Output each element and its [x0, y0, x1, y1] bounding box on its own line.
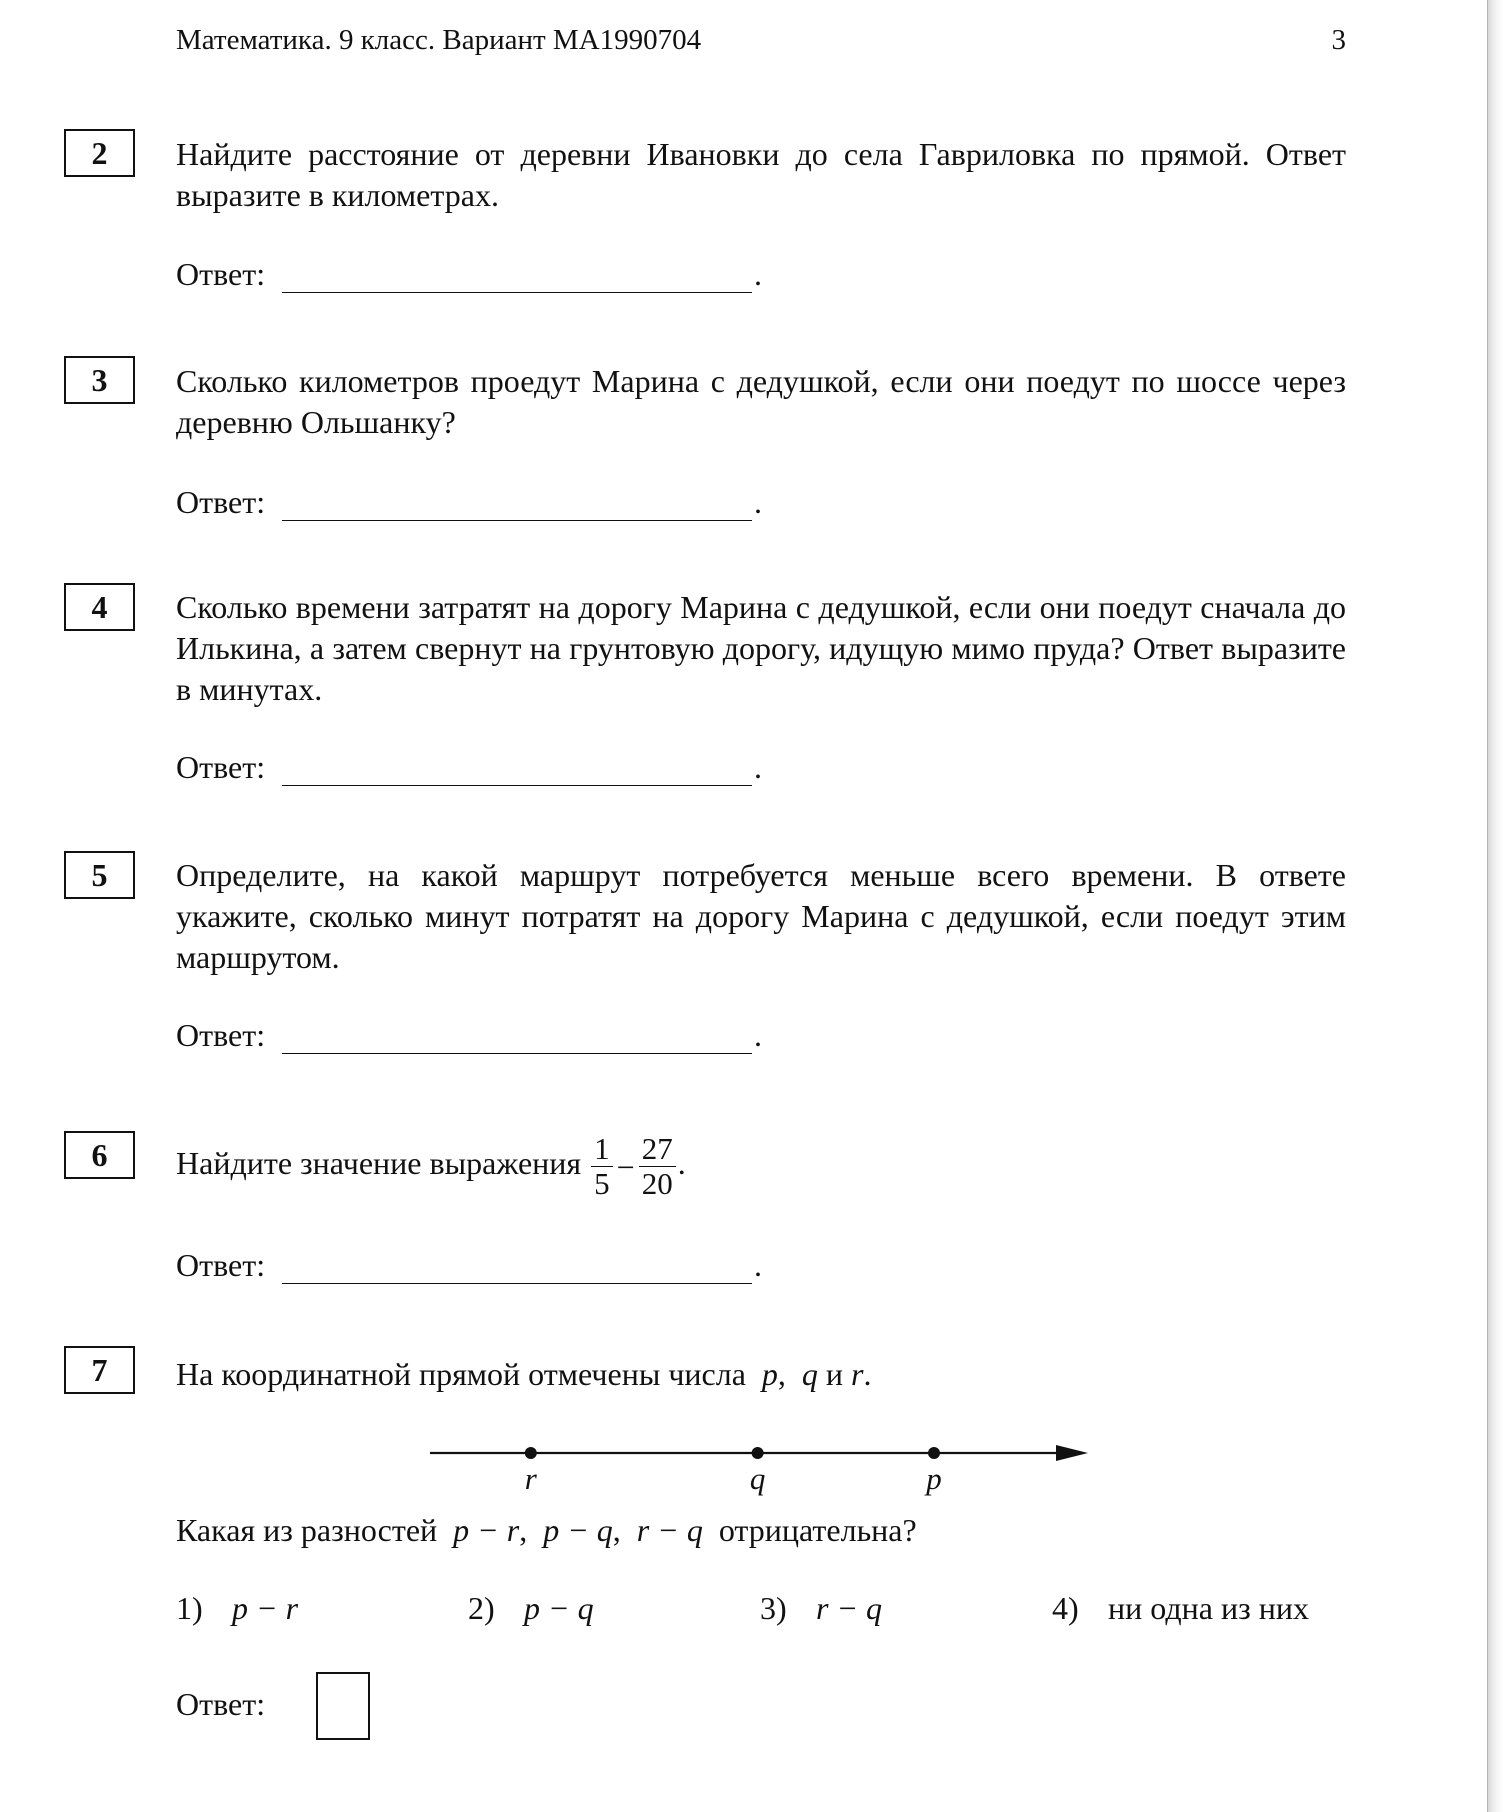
var-q: q [801, 1356, 818, 1392]
task-2-number-box: 2 [64, 129, 135, 177]
minus-sign: − [616, 1148, 635, 1185]
conjunction: и [825, 1356, 844, 1392]
option-2[interactable]: 2) p − q [468, 1590, 594, 1626]
fraction-numerator: 27 [639, 1132, 676, 1167]
task-5-number-box: 5 [64, 851, 135, 899]
task-4-text: Сколько времени затратят на дорогу Марина с дедушкой, если они поедут сначала до Илькина, а затем свернут на грунтовую дорогу, идущую мимо пруда? Ответ выразите в минутах. [176, 589, 1346, 707]
fraction-denominator: 5 [594, 1166, 610, 1202]
task-2-text: Найдите расстояние от деревни Ивановки до села Гавриловка по прямой. Ответ выразите в километрах. [176, 136, 1346, 213]
number-line-label-q: q [749, 1461, 766, 1496]
number-line-label-r: r [524, 1461, 537, 1496]
fraction-27-20 [639, 1132, 676, 1201]
answer-line[interactable] [282, 292, 752, 293]
task-3-number-box: 3 [64, 356, 135, 404]
number-line [420, 1430, 1100, 1500]
number-line-arrow-icon [1056, 1445, 1088, 1461]
answer-label: Ответ: [176, 484, 266, 520]
answer-label: Ответ: [176, 1017, 266, 1053]
answer-options [176, 1590, 1346, 1634]
difference-1: p − r [453, 1512, 520, 1548]
page-edge-line [1487, 0, 1488, 1812]
page-edge-shadow [1488, 0, 1503, 1812]
var-r: r [851, 1356, 864, 1392]
task-3-text: Сколько километров проедут Марина с дедушкой, если они поедут по шоссе через деревню Ольшанку? [176, 363, 1346, 440]
task-7-text: На координатной прямой отмечены числа p, q и r. [176, 1356, 872, 1392]
page-number: 3 [1331, 24, 1346, 56]
number-line-label-p: p [926, 1461, 942, 1496]
answer-line[interactable] [282, 785, 752, 786]
difference-2: p − q [543, 1512, 613, 1548]
task-7-number-box: 7 [64, 1346, 135, 1394]
task-5-text: Определите, на какой маршрут потребуется меньше всего времени. В ответе укажите, сколько минут потратят на дорогу Марина с дедушкой, если поедут этим маршрутом. [176, 857, 1346, 975]
option-3[interactable]: 3) r − q [760, 1590, 883, 1626]
answer-label: Ответ: [176, 256, 266, 292]
option-1[interactable]: 1) p − r [176, 1590, 299, 1626]
number-line-point-p [928, 1447, 940, 1459]
answer-label: Ответ: [176, 749, 266, 785]
task-4-number-box: 4 [64, 583, 135, 631]
task-6-prompt: Найдите значение выражения [176, 1145, 582, 1181]
task-7-question: Какая из разностей p − r, p − q, r − q отрицательна? [176, 1512, 917, 1548]
task-6-number-box: 6 [64, 1131, 135, 1179]
period: . [677, 1145, 686, 1181]
option-4[interactable]: 4) ни одна из них [1052, 1590, 1309, 1626]
fraction-numerator: 1 [591, 1132, 613, 1167]
task-7-prompt: На координатной прямой отмечены числа [176, 1356, 746, 1392]
page-header [176, 24, 1346, 64]
task-7-answer-box[interactable] [316, 1672, 370, 1740]
task-6-text [176, 1128, 1346, 1202]
number-line-point-q [752, 1447, 764, 1459]
fraction-denominator: 20 [641, 1166, 673, 1202]
var-p: p [761, 1356, 778, 1392]
answer-line[interactable] [282, 1053, 752, 1054]
difference-3: r − q [636, 1512, 703, 1548]
fraction-one-fifth [591, 1132, 613, 1201]
header-title: Математика. 9 класс. Вариант МА1990704 [176, 24, 702, 56]
answer-line[interactable] [282, 1283, 752, 1284]
answer-label: Ответ: [176, 1247, 266, 1283]
answer-line[interactable] [282, 520, 752, 521]
number-line-point-r [525, 1447, 537, 1459]
